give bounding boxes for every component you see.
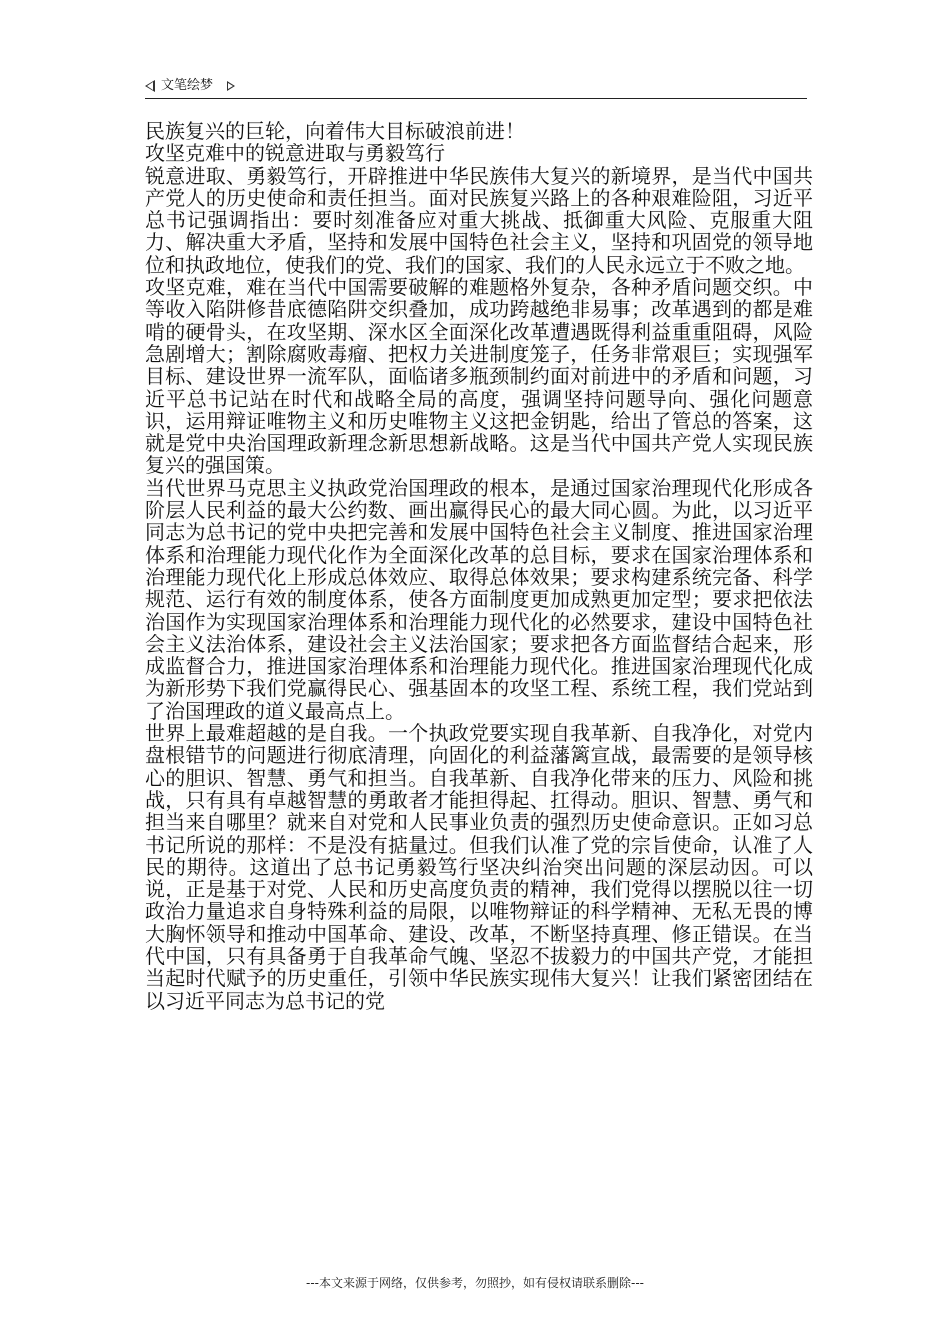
section-heading: 攻坚克难中的锐意进取与勇毅笃行 [145,141,445,166]
paragraph: 锐意进取、勇毅笃行，开辟推进中华民族伟大复兴的新境界，是当代中国共产党人的历史使命和责任担当。面对民族复兴路上的各种艰难险阻，习近平总书记强调指出：要时刻准备应对重大挑战、抵御重大风险、克服重大阻力、解决重大矛盾，坚持和发展中国特色社会主义，坚持和巩固党的领导地位和执政地位，使我们的党、我们的国家、我们的人民永远立于不败之地。 [145,163,813,277]
paragraph: 世界上最难超越的是自我。一个执政党要实现自我革新、自我净化，对党内盘根错节的问题进行彻底清理，向固化的利益藩篱宣战，最需要的是领导核心的胆识、智慧、勇气和担当。自我革新、自我净化带来的压力、风险和挑战，只有具有卓越智慧的勇敢者才能担得起、扛得动。胆识、智慧、勇气和担当来自哪里？就来自对党和人民事业负责的强烈历史使命意识。正如习总书记所说的那样：不是没有掂量过。但我们认准了党的宗旨使命，认准了人民的期待。这道出了总书记勇毅笃行坚决纠治突出问题的深层动因。可以说，正是基于对党、人民和历史高度负责的精神，我们党得以摆脱以往一切政治力量追求自身特殊利益的局限，以唯物辩证的科学精神、无私无畏的博大胸怀领导和推动中国革命、建设、改革，不断坚持真理、修正错误。在当代中国，只有具备勇于自我革命气魄、坚忍不拔毅力的中国共产党，才能担当起时代赋予的历史重任，引领中华民族实现伟大复兴！让我们紧密团结在以习近平同志为总书记的党 [145,721,813,1013]
header-brand: 文笔绘梦 [161,78,214,93]
document-body [145,120,813,1012]
triangle-left-icon [145,80,155,92]
footer-notice: ---本文来源于网络，仅供参考，勿照抄，如有侵权请联系删除--- [306,1276,644,1290]
paragraph-continuation: 民族复兴的巨轮，向着伟大目标破浪前进！ [145,119,525,143]
triangle-right-icon [227,81,235,91]
paragraph: 攻坚克难，难在当代中国需要破解的难题格外复杂，各种矛盾问题交织。中等收入陷阱修昔底德陷阱交织叠加，成功跨越绝非易事；改革遇到的都是难啃的硬骨头，在攻坚期、深水区全面深化改革遭遇既得利益重重阻碍，风险急剧增大；割除腐败毒瘤、把权力关进制度笼子，任务非常艰巨；实现强军目标、建设世界一流军队，面临诸多瓶颈制约面对前进中的矛盾和问题，习近平总书记站在时代和战略全局的高度，强调坚持问题导向、强化问题意识，运用辩证唯物主义和历史唯物主义这把金钥匙，给出了管总的答案，这就是党中央治国理政新理念新思想新战略。这是当代中国共产党人实现民族复兴的强国策。 [145,275,813,478]
page-header [145,74,807,99]
paragraph: 当代世界马克思主义执政党治国理政的根本，是通过国家治理现代化形成各阶层人民利益的最大公约数、画出赢得民心的最大同心圆。为此，以习近平同志为总书记的党中央把完善和发展中国特色社会主义制度、推进国家治理体系和治理能力现代化作为全面深化改革的总目标，要求在国家治理体系和治理能力现代化上形成总体效应、取得总体效果；要求构建系统完备、科学规范、运行有效的制度体系，使各方面制度更加成熟更加定型；要求把依法治国作为实现国家治理体系和治理能力现代化的必然要求，建设中国特色社会主义法治体系，建设社会主义法治国家；要求把各方面监督结合起来，形成监督合力，推进国家治理体系和治理能力现代化。推进国家治理现代化成为新形势下我们党赢得民心、强基固本的攻坚工程、系统工程，我们党站到了治国理政的道义最高点上。 [145,475,813,723]
